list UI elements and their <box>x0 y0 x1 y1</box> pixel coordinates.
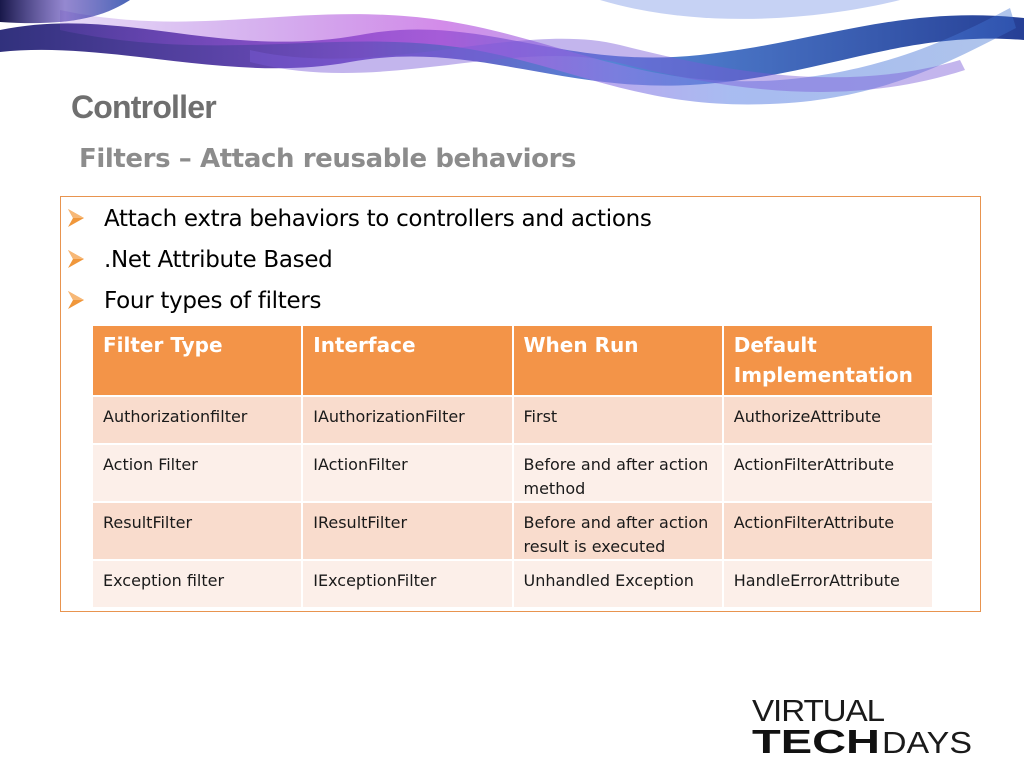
cell-default-implementation: AuthorizeAttribute <box>723 396 933 444</box>
cell-interface: IAuthorizationFilter <box>302 396 512 444</box>
logo-line2-bold: TECH <box>752 723 880 757</box>
arrow-bullet-icon <box>67 208 85 228</box>
arrow-bullet-icon <box>67 290 85 310</box>
cell-default-implementation: ActionFilterAttribute <box>723 502 933 560</box>
logo-line1: VIRTUAL <box>752 693 885 728</box>
cell-when-run: First <box>513 396 723 444</box>
cell-when-run: Before and after action result is executed <box>513 502 723 560</box>
arrow-bullet-icon <box>67 249 85 269</box>
cell-default-implementation: HandleErrorAttribute <box>723 560 933 608</box>
bullet-item <box>67 244 652 285</box>
table-header-row <box>92 325 933 396</box>
logo-line2-light: DAYS <box>882 725 972 757</box>
bullet-text: Four types of filters <box>104 288 322 314</box>
content-box <box>60 196 981 612</box>
cell-when-run: Unhandled Exception <box>513 560 723 608</box>
cell-interface: IExceptionFilter <box>302 560 512 608</box>
filter-types-table <box>91 324 934 609</box>
cell-interface: IActionFilter <box>302 444 512 502</box>
virtual-techdays-logo <box>752 693 982 757</box>
table-row <box>92 502 933 560</box>
cell-when-run: Before and after action method <box>513 444 723 502</box>
bullet-text: Attach extra behaviors to controllers and actions <box>104 206 652 232</box>
table-row <box>92 396 933 444</box>
bullet-item <box>67 285 652 326</box>
header-default-implementation: Default Implementation <box>723 325 933 396</box>
cell-filter-type: Authorizationfilter <box>92 396 302 444</box>
header-interface: Interface <box>302 325 512 396</box>
cell-filter-type: Action Filter <box>92 444 302 502</box>
slide-title: Controller <box>71 89 216 125</box>
slide-subtitle: Filters – Attach reusable behaviors <box>79 144 577 174</box>
table-row <box>92 444 933 502</box>
bullet-item <box>67 203 652 244</box>
table-row <box>92 560 933 608</box>
cell-default-implementation: ActionFilterAttribute <box>723 444 933 502</box>
header-when-run: When Run <box>513 325 723 396</box>
cell-filter-type: Exception filter <box>92 560 302 608</box>
cell-filter-type: ResultFilter <box>92 502 302 560</box>
cell-interface: IResultFilter <box>302 502 512 560</box>
header-filter-type: Filter Type <box>92 325 302 396</box>
bullet-text: .Net Attribute Based <box>104 247 333 273</box>
bullet-list <box>67 203 652 326</box>
